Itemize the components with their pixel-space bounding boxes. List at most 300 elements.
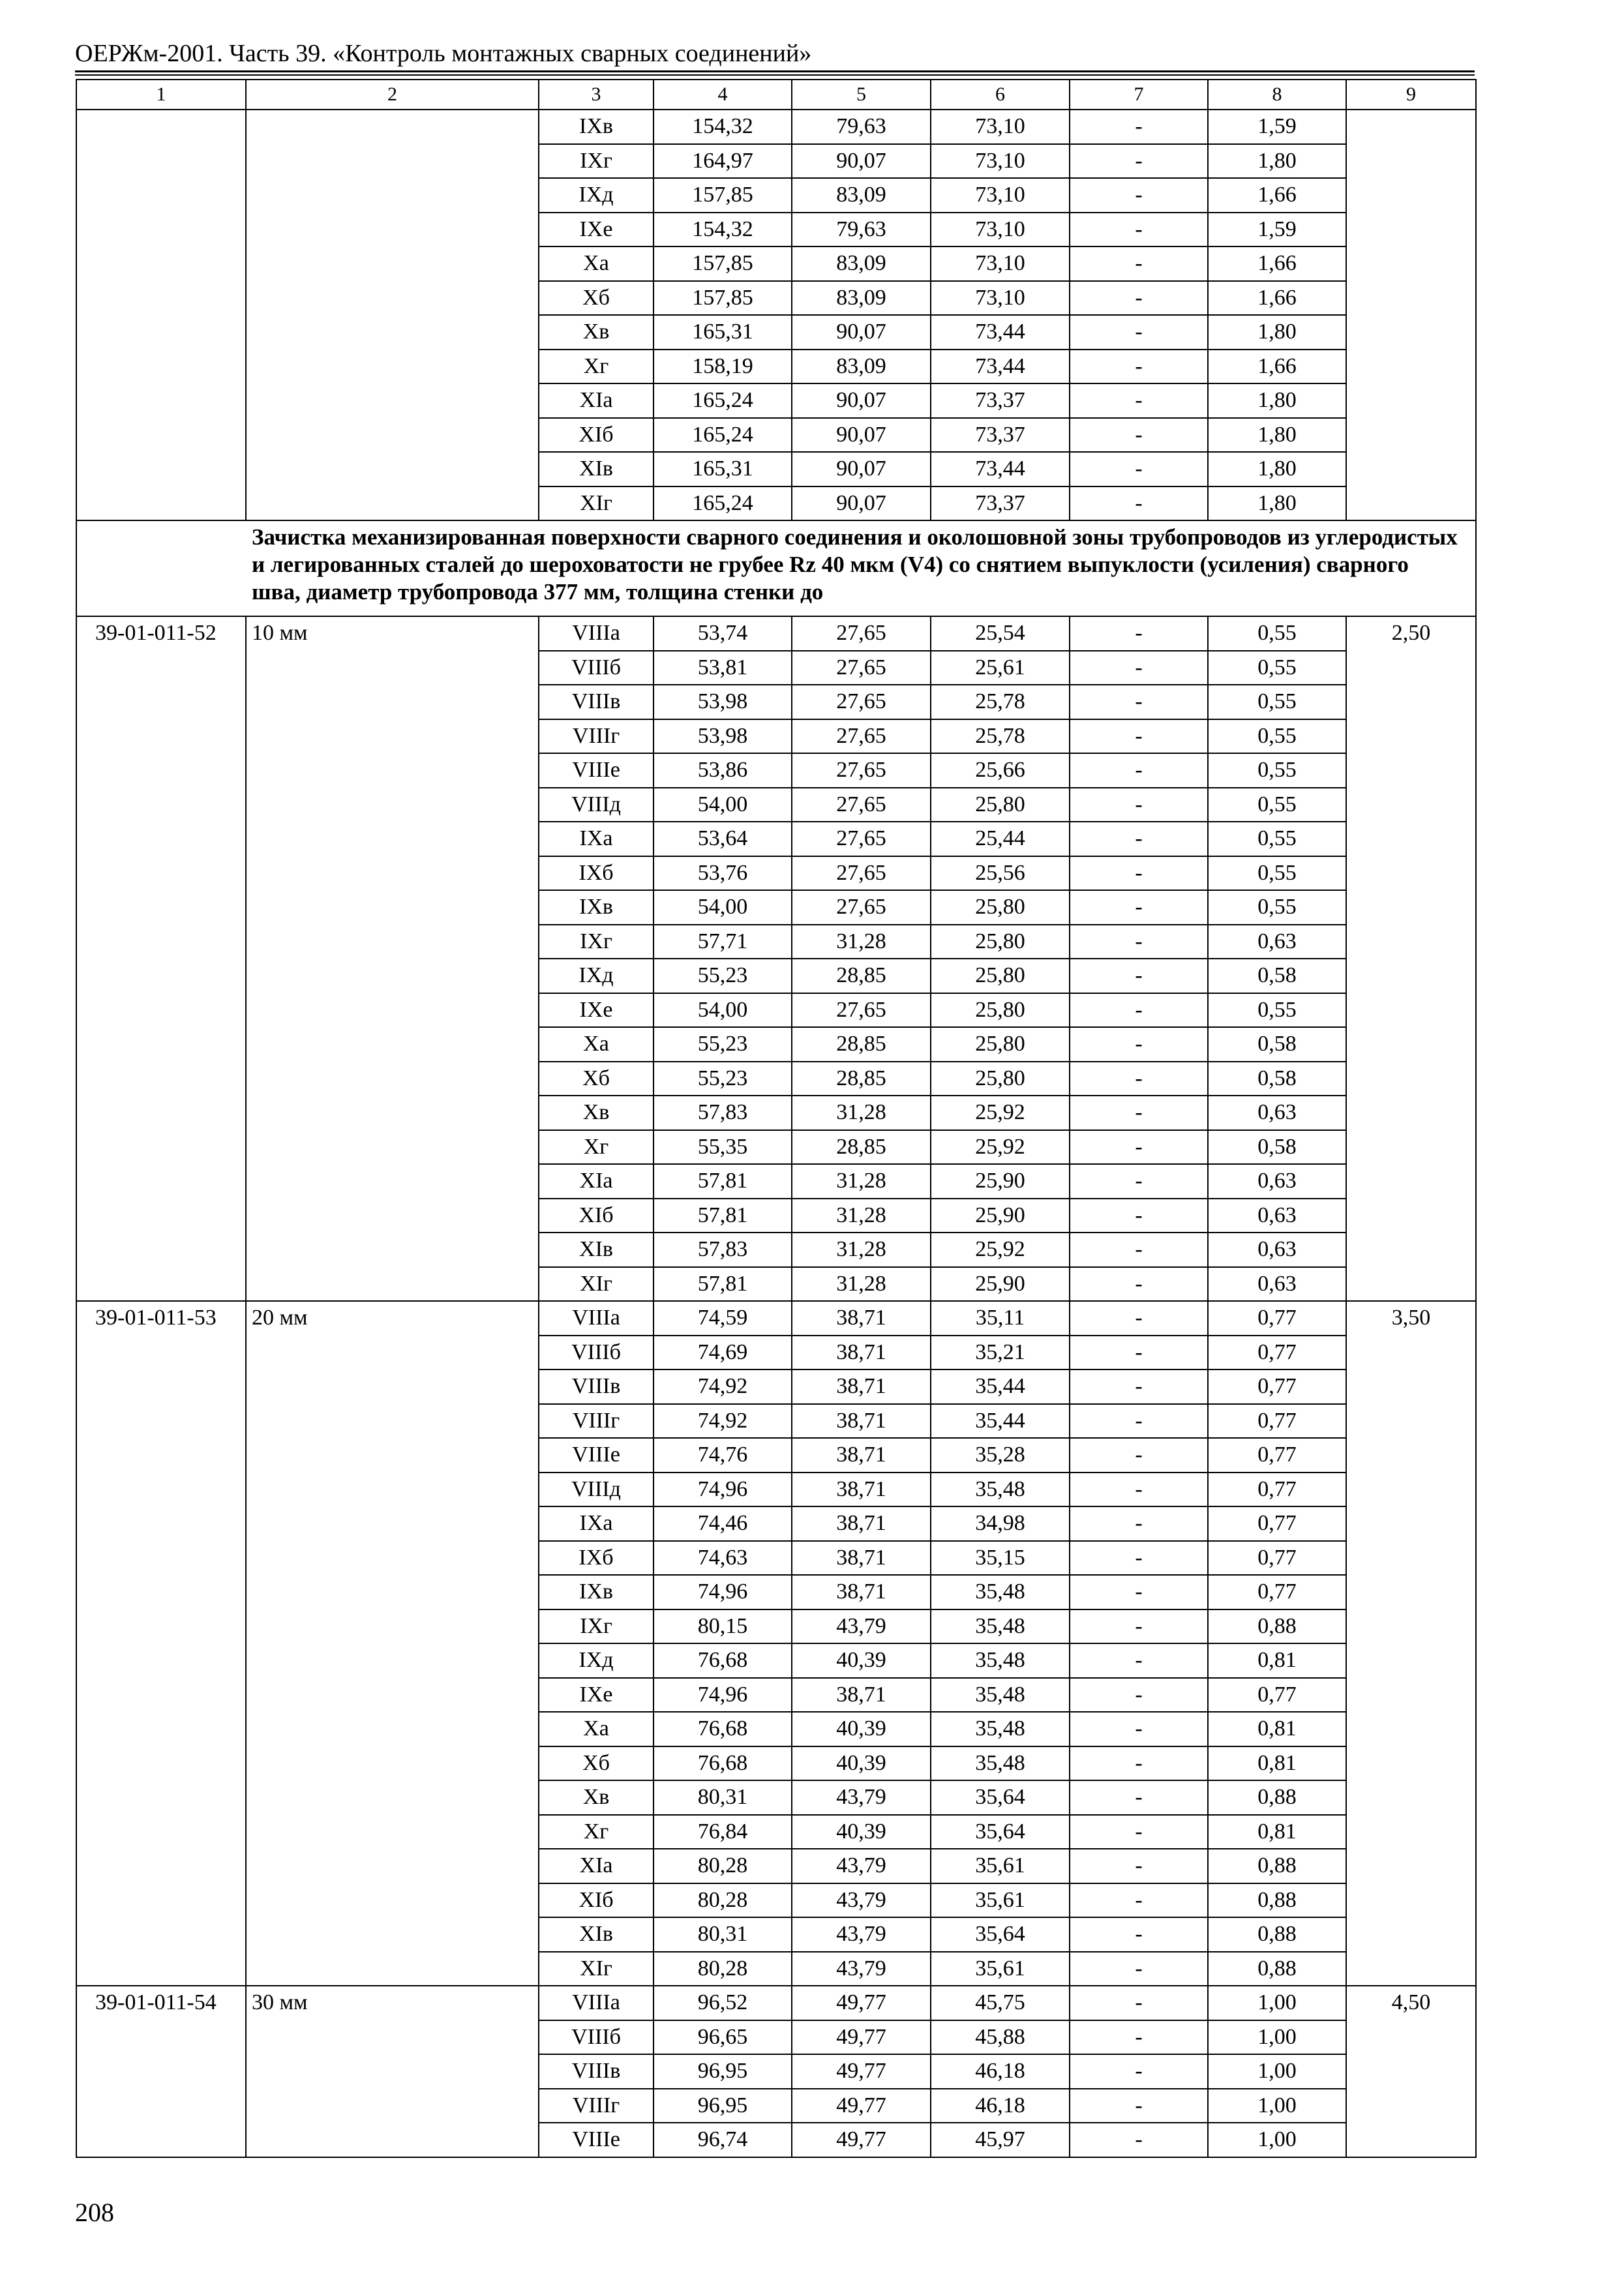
value-cell: 73,37 [931,418,1070,453]
rates-table [76,79,1477,2158]
value-cell: 0,81 [1208,1746,1346,1781]
value-cell: 49,77 [792,1986,931,2020]
value-cell: 74,96 [654,1575,792,1609]
value-cell: 46,18 [931,2054,1070,2089]
value-cell: 76,84 [654,1815,792,1849]
value-cell: 74,76 [654,1438,792,1473]
value-cell: 57,81 [654,1164,792,1199]
value-cell: 0,58 [1208,1062,1346,1096]
value-cell: 55,35 [654,1130,792,1165]
category-cell: IXе [539,213,654,247]
value-cell: 25,61 [931,651,1070,685]
value-cell: 35,48 [931,1473,1070,1507]
category-cell: VIIIе [539,2123,654,2157]
value-cell: 35,48 [931,1746,1070,1781]
table-row [76,616,1476,651]
value-cell: 90,07 [792,452,931,486]
category-cell: Xа [539,1027,654,1062]
category-cell: Xб [539,1746,654,1781]
value-cell: 57,81 [654,1199,792,1233]
value-cell: 57,71 [654,925,792,959]
category-cell: IXв [539,1575,654,1609]
value-cell: 25,56 [931,856,1070,891]
value-cell: 35,11 [931,1301,1070,1336]
value-cell: 74,96 [654,1473,792,1507]
category-cell: XIб [539,1883,654,1918]
value-cell: 154,32 [654,110,792,144]
value-cell: - [1070,1267,1208,1302]
value-cell: 157,85 [654,178,792,213]
value-cell: 25,92 [931,1130,1070,1165]
category-cell: Xг [539,350,654,384]
value-cell: - [1070,1883,1208,1918]
value-cell: 0,77 [1208,1506,1346,1541]
category-cell: IXв [539,110,654,144]
value-cell: 73,44 [931,315,1070,350]
material-consumption: 4,50 [1346,1986,1476,2157]
value-cell: 35,44 [931,1404,1070,1439]
value-cell: - [1070,2089,1208,2123]
value-cell: - [1070,1917,1208,1952]
value-cell: - [1070,719,1208,754]
value-cell: 0,63 [1208,1199,1346,1233]
value-cell: 73,37 [931,383,1070,418]
value-cell: 74,69 [654,1336,792,1370]
value-cell: 25,80 [931,959,1070,993]
category-cell: IXб [539,856,654,891]
category-cell: IXе [539,993,654,1028]
value-cell: 35,48 [931,1643,1070,1678]
value-cell: 90,07 [792,315,931,350]
value-cell: 96,95 [654,2089,792,2123]
value-cell: - [1070,1643,1208,1678]
value-cell: 74,96 [654,1678,792,1713]
value-cell: 40,39 [792,1815,931,1849]
value-cell: 55,23 [654,1027,792,1062]
value-cell: - [1070,685,1208,719]
value-cell: 76,68 [654,1712,792,1746]
value-cell: 1,00 [1208,1986,1346,2020]
value-cell: 96,52 [654,1986,792,2020]
value-cell: 0,77 [1208,1541,1346,1576]
rate-code: 39-01-011-54 [76,1986,246,2157]
value-cell: 25,78 [931,685,1070,719]
value-cell: - [1070,651,1208,685]
value-cell: 1,80 [1208,144,1346,179]
value-cell: 73,10 [931,281,1070,316]
value-cell: 28,85 [792,1062,931,1096]
value-cell: 57,81 [654,1267,792,1302]
value-cell: - [1070,1027,1208,1062]
value-cell: 38,71 [792,1336,931,1370]
value-cell: 27,65 [792,890,931,925]
column-number: 4 [654,80,792,110]
value-cell: 31,28 [792,1096,931,1130]
value-cell: 38,71 [792,1404,931,1439]
value-cell: 25,80 [931,1027,1070,1062]
category-cell: XIг [539,1267,654,1302]
value-cell: 27,65 [792,651,931,685]
rate-code [76,110,246,520]
value-cell: 0,58 [1208,959,1346,993]
value-cell: 0,55 [1208,616,1346,651]
value-cell: 0,58 [1208,1130,1346,1165]
value-cell: 38,71 [792,1438,931,1473]
value-cell: 1,80 [1208,315,1346,350]
category-cell: VIIIа [539,1301,654,1336]
value-cell: 1,66 [1208,350,1346,384]
value-cell: - [1070,1062,1208,1096]
value-cell: 0,55 [1208,685,1346,719]
category-cell: XIб [539,1199,654,1233]
value-cell: 25,90 [931,1267,1070,1302]
category-cell: IXе [539,1678,654,1713]
rate-code: 39-01-011-53 [76,1301,246,1986]
value-cell: - [1070,1541,1208,1576]
value-cell: 73,37 [931,486,1070,521]
value-cell: - [1070,144,1208,179]
category-cell: IXд [539,1643,654,1678]
value-cell: 83,09 [792,350,931,384]
value-cell: 25,92 [931,1233,1070,1267]
value-cell: 25,92 [931,1096,1070,1130]
value-cell: - [1070,1336,1208,1370]
value-cell: - [1070,110,1208,144]
value-cell: 0,88 [1208,1952,1346,1986]
category-cell: XIа [539,1849,654,1883]
value-cell: 38,71 [792,1541,931,1576]
value-cell: - [1070,2123,1208,2157]
value-cell: - [1070,350,1208,384]
value-cell: - [1070,383,1208,418]
category-cell: VIIIв [539,2054,654,2089]
value-cell: 0,88 [1208,1609,1346,1644]
value-cell: - [1070,1233,1208,1267]
value-cell: 73,44 [931,350,1070,384]
value-cell: 0,63 [1208,1267,1346,1302]
value-cell: 28,85 [792,1027,931,1062]
value-cell: 0,77 [1208,1369,1346,1404]
value-cell: 73,10 [931,144,1070,179]
value-cell: 35,61 [931,1849,1070,1883]
value-cell: - [1070,486,1208,521]
value-cell: 79,63 [792,213,931,247]
category-cell: Xв [539,315,654,350]
value-cell: 79,63 [792,110,931,144]
category-cell: XIв [539,1233,654,1267]
value-cell: - [1070,1952,1208,1986]
value-cell: 0,77 [1208,1336,1346,1370]
category-cell: VIIIг [539,719,654,754]
category-cell: VIIIб [539,1336,654,1370]
category-cell: XIв [539,1917,654,1952]
section-title: Зачистка механизированная поверхности сварного соединения и околошовной зоны трубопроводов из углеродистых и легированных сталей до шероховатости не грубее Rz 40 мкм (V4) со снятием выпуклости (усиления) сварного шва, диаметр трубопровода 377 мм, толщина стенки до [76,520,1476,616]
value-cell: 0,63 [1208,1096,1346,1130]
material-consumption [1346,110,1476,520]
value-cell: 43,79 [792,1849,931,1883]
category-cell: VIIIа [539,616,654,651]
table-row [76,1301,1476,1336]
value-cell: 1,59 [1208,213,1346,247]
category-cell: VIIIе [539,753,654,788]
value-cell: - [1070,1199,1208,1233]
value-cell: 165,24 [654,486,792,521]
value-cell: 83,09 [792,247,931,281]
category-cell: Xг [539,1130,654,1165]
value-cell: - [1070,959,1208,993]
value-cell: 25,90 [931,1199,1070,1233]
rate-code: 39-01-011-52 [76,616,246,1301]
value-cell: 25,80 [931,890,1070,925]
value-cell: 1,00 [1208,2020,1346,2055]
table-row [76,1986,1476,2020]
value-cell: 0,77 [1208,1438,1346,1473]
value-cell: 53,98 [654,719,792,754]
category-cell: XIг [539,486,654,521]
value-cell: 0,55 [1208,753,1346,788]
value-cell: 157,85 [654,247,792,281]
value-cell: - [1070,213,1208,247]
category-cell: IXг [539,1609,654,1644]
value-cell: - [1070,178,1208,213]
column-number: 2 [246,80,539,110]
value-cell: - [1070,753,1208,788]
value-cell: 25,80 [931,788,1070,822]
value-cell: 40,39 [792,1643,931,1678]
value-cell: - [1070,1164,1208,1199]
category-cell: Xв [539,1780,654,1815]
value-cell: 35,21 [931,1336,1070,1370]
category-cell: Xв [539,1096,654,1130]
value-cell: 96,65 [654,2020,792,2055]
value-cell: 45,97 [931,2123,1070,2157]
value-cell: 73,44 [931,452,1070,486]
wall-thickness: 10 мм [246,616,539,1301]
page-number: 208 [75,2198,114,2227]
value-cell: 0,88 [1208,1883,1346,1918]
category-cell: XIа [539,383,654,418]
value-cell: 53,81 [654,651,792,685]
value-cell: 1,59 [1208,110,1346,144]
value-cell: 83,09 [792,281,931,316]
value-cell: 35,48 [931,1712,1070,1746]
category-cell: XIб [539,418,654,453]
category-cell: XIв [539,452,654,486]
value-cell: 25,54 [931,616,1070,651]
value-cell: 35,61 [931,1883,1070,1918]
value-cell: 27,65 [792,856,931,891]
value-cell: 76,68 [654,1746,792,1781]
value-cell: - [1070,1506,1208,1541]
value-cell: 38,71 [792,1301,931,1336]
value-cell: 0,55 [1208,856,1346,891]
column-number: 5 [792,80,931,110]
value-cell: 1,80 [1208,383,1346,418]
value-cell: 35,64 [931,1780,1070,1815]
category-cell: XIа [539,1164,654,1199]
value-cell: 0,55 [1208,890,1346,925]
category-cell: VIIIд [539,788,654,822]
value-cell: 38,71 [792,1473,931,1507]
value-cell: - [1070,1473,1208,1507]
category-cell: Xа [539,1712,654,1746]
value-cell: 38,71 [792,1575,931,1609]
value-cell: 31,28 [792,1233,931,1267]
value-cell: 165,24 [654,418,792,453]
value-cell: 35,48 [931,1678,1070,1713]
category-cell: VIIIв [539,1369,654,1404]
value-cell: 31,28 [792,1267,931,1302]
value-cell: 35,15 [931,1541,1070,1576]
value-cell: 54,00 [654,993,792,1028]
section-title-row [76,520,1476,616]
value-cell: 0,55 [1208,822,1346,856]
value-cell: 53,98 [654,685,792,719]
value-cell: 80,28 [654,1849,792,1883]
value-cell: 38,71 [792,1369,931,1404]
value-cell: 35,61 [931,1952,1070,1986]
value-cell: 53,74 [654,616,792,651]
value-cell: - [1070,1849,1208,1883]
value-cell: 1,00 [1208,2089,1346,2123]
value-cell: 49,77 [792,2089,931,2123]
category-cell: IXа [539,1506,654,1541]
value-cell: 0,81 [1208,1712,1346,1746]
value-cell: 73,10 [931,110,1070,144]
category-cell: VIIIб [539,651,654,685]
page-header-title: ОЕРЖм-2001. Часть 39. «Контроль монтажных сварных соединений» [75,40,812,67]
value-cell: 74,46 [654,1506,792,1541]
value-cell: - [1070,616,1208,651]
value-cell: 73,10 [931,247,1070,281]
value-cell: 0,55 [1208,719,1346,754]
value-cell: 54,00 [654,788,792,822]
value-cell: 157,85 [654,281,792,316]
value-cell: 0,88 [1208,1917,1346,1952]
table-row [76,110,1476,144]
column-number: 8 [1208,80,1346,110]
value-cell: - [1070,281,1208,316]
value-cell: 0,77 [1208,1473,1346,1507]
header-rule-thick [75,70,1475,72]
value-cell: 0,77 [1208,1404,1346,1439]
column-number: 1 [76,80,246,110]
category-cell: VIIIд [539,1473,654,1507]
value-cell: 0,63 [1208,1233,1346,1267]
value-cell: - [1070,1438,1208,1473]
value-cell: - [1070,1712,1208,1746]
value-cell: 49,77 [792,2020,931,2055]
value-cell: 73,10 [931,213,1070,247]
value-cell: - [1070,1609,1208,1644]
value-cell: 35,64 [931,1917,1070,1952]
value-cell: 53,86 [654,753,792,788]
value-cell: - [1070,452,1208,486]
column-number: 7 [1070,80,1208,110]
value-cell: - [1070,2020,1208,2055]
value-cell: 55,23 [654,959,792,993]
category-cell: IXд [539,178,654,213]
value-cell: - [1070,1815,1208,1849]
value-cell: - [1070,1780,1208,1815]
value-cell: 90,07 [792,418,931,453]
value-cell: 0,81 [1208,1643,1346,1678]
value-cell: 1,66 [1208,178,1346,213]
header-rule-thin [75,74,1475,76]
category-cell: XIг [539,1952,654,1986]
category-cell: Xг [539,1815,654,1849]
value-cell: - [1070,1575,1208,1609]
value-cell: 31,28 [792,1164,931,1199]
value-cell: - [1070,1746,1208,1781]
value-cell: 83,09 [792,178,931,213]
value-cell: 25,66 [931,753,1070,788]
value-cell: 43,79 [792,1780,931,1815]
value-cell: 57,83 [654,1096,792,1130]
category-cell: IXг [539,925,654,959]
value-cell: 165,24 [654,383,792,418]
value-cell: 34,98 [931,1506,1070,1541]
value-cell: - [1070,1404,1208,1439]
value-cell: - [1070,1130,1208,1165]
value-cell: - [1070,1369,1208,1404]
value-cell: 49,77 [792,2054,931,2089]
value-cell: - [1070,788,1208,822]
value-cell: 74,59 [654,1301,792,1336]
value-cell: 49,77 [792,2123,931,2157]
value-cell: - [1070,925,1208,959]
value-cell: 55,23 [654,1062,792,1096]
value-cell: 43,79 [792,1917,931,1952]
value-cell: 96,95 [654,2054,792,2089]
value-cell: 90,07 [792,486,931,521]
value-cell: 28,85 [792,1130,931,1165]
value-cell: - [1070,247,1208,281]
value-cell: 80,28 [654,1952,792,1986]
value-cell: - [1070,1301,1208,1336]
value-cell: 76,68 [654,1643,792,1678]
value-cell: 31,28 [792,1199,931,1233]
value-cell: 1,80 [1208,418,1346,453]
value-cell: 0,81 [1208,1815,1346,1849]
value-cell: 35,44 [931,1369,1070,1404]
value-cell: - [1070,1986,1208,2020]
value-cell: 1,00 [1208,2054,1346,2089]
value-cell: 35,28 [931,1438,1070,1473]
value-cell: 0,88 [1208,1780,1346,1815]
value-cell: 73,10 [931,178,1070,213]
value-cell: 165,31 [654,315,792,350]
value-cell: 0,55 [1208,993,1346,1028]
value-cell: 35,64 [931,1815,1070,1849]
value-cell: 0,63 [1208,925,1346,959]
value-cell: 35,48 [931,1575,1070,1609]
value-cell: - [1070,993,1208,1028]
value-cell: 90,07 [792,383,931,418]
value-cell: 27,65 [792,719,931,754]
value-cell: 1,80 [1208,452,1346,486]
value-cell: - [1070,315,1208,350]
value-cell: 27,65 [792,685,931,719]
category-cell: VIIIа [539,1986,654,2020]
column-number-row [76,80,1476,110]
value-cell: 1,66 [1208,281,1346,316]
category-cell: IXа [539,822,654,856]
value-cell: 25,78 [931,719,1070,754]
value-cell: - [1070,2054,1208,2089]
value-cell: 0,77 [1208,1678,1346,1713]
value-cell: 0,77 [1208,1575,1346,1609]
